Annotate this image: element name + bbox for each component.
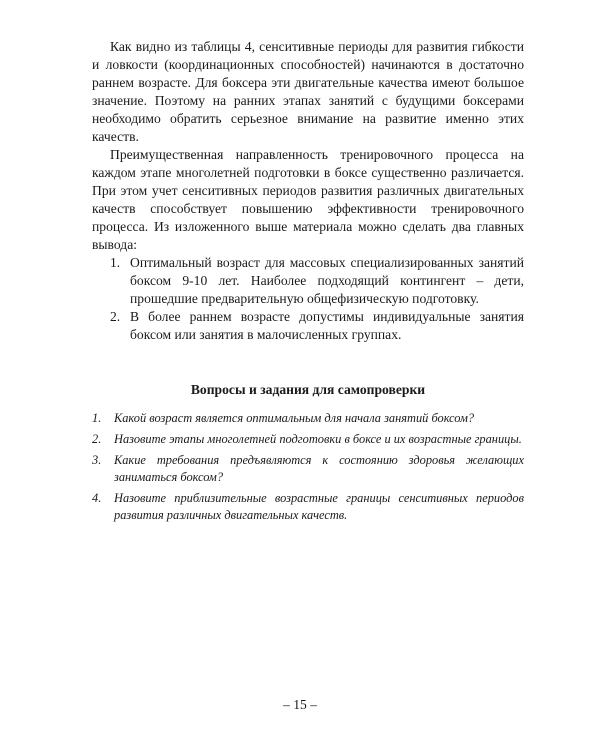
question-text: Какой возраст является оптимальным для начала занятий боксом?	[114, 411, 475, 425]
list-item-text: Оптимальный возраст для массовых специализированных занятий боксом 9-10 лет. Наиболее подходящий контингент – дети, прошедшие предварительную общефизическую подготовку.	[130, 255, 524, 306]
paragraph: Преимущественная направленность тренировочного процесса на каждом этапе многолетней подготовки в боксе существенно различается. При этом учет сенситивных периодов развития различных двигательных качеств способствует повышению эффективности тренировочного процесса. Из изложенного выше материала можно сделать два главных вывода:	[92, 147, 524, 252]
question-item	[92, 490, 524, 524]
body-text	[92, 38, 524, 344]
section-heading: Вопросы и задания для самопроверки	[190, 382, 426, 397]
page-number: – 15 –	[283, 697, 317, 712]
question-item	[92, 410, 524, 427]
question-item	[92, 452, 524, 486]
question-number: 4.	[92, 491, 102, 505]
list-item-number: 1.	[110, 255, 121, 270]
list-item	[92, 308, 524, 344]
question-text: Назовите этапы многолетней подготовки в боксе и их возрастные границы.	[114, 432, 522, 446]
question-number: 1.	[92, 411, 102, 425]
list-item	[92, 254, 524, 308]
list-item-text: В более раннем возрасте допустимы индивидуальные занятия боксом или занятия в малочисленных группах.	[130, 309, 524, 342]
question-item	[92, 431, 524, 448]
question-text: Какие требования предъявляются к состоянию здоровья желающих заниматься боксом?	[114, 453, 524, 484]
question-number: 2.	[92, 432, 102, 446]
question-number: 3.	[92, 453, 102, 467]
conclusions-list	[92, 254, 524, 344]
paragraph: Как видно из таблицы 4, сенситивные периоды для развития гибкости и ловкости (координационных способностей) начинаются в достаточно раннем возрасте. Для боксера эти двигательные качества имеют большое значение. Поэтому на ранних этапах занятий с будущими боксерами необходимо обратить серьезное внимание на развитие именно этих качеств.	[92, 39, 524, 144]
question-text: Назовите приблизительные возрастные границы сенситивных периодов развития различных двигательных качеств.	[114, 491, 524, 522]
list-item-number: 2.	[110, 309, 121, 324]
questions-list	[92, 410, 524, 528]
